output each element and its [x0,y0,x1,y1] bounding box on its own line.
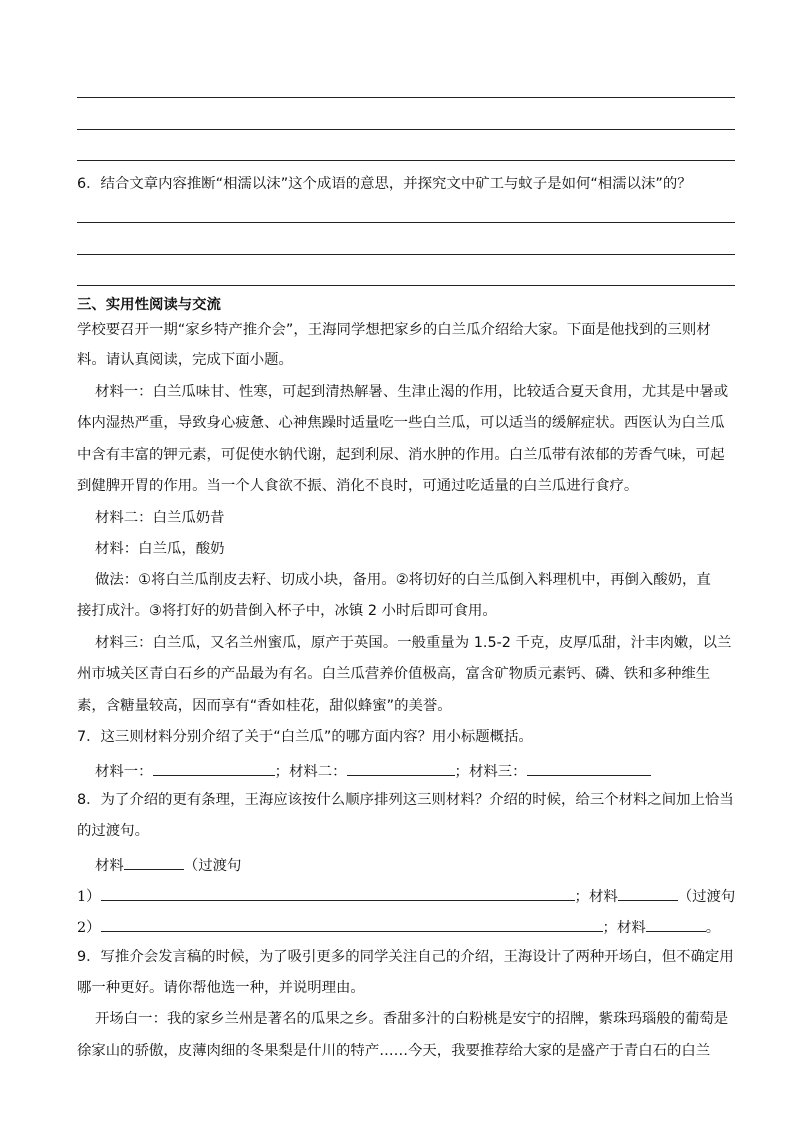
material-2-title: 材料二：白兰瓜奶昔 [95,510,225,526]
question-8: 8．为了介绍的更有条理，王海应该按什么顺序排列这三则材料？介绍的时候，给三个材料之间加上恰当 [77,792,734,808]
answer-blank[interactable] [618,884,678,901]
label-transition: （过渡句 [183,858,242,874]
material-3-paragraph: 素，含糖量较高，因而享有“香如桂花，甜似蜂蜜”的美誉。 [77,698,452,714]
question-6: 6．结合文章内容推断“相濡以沫”这个成语的意思，并探究文中矿工与蚊子是如何“相濡以沫”的？ [77,176,692,192]
opening-1: 开场白一：我的家乡兰州是著名的瓜果之乡。香甜多汁的白粉桃是安宁的招牌，紫珠玛瑙般的葡萄是 [95,1011,729,1027]
opening-1: 徐家山的骄傲，皮薄肉细的冬果梨是什川的特产……今天，我要推荐给大家的是盛产于青白石的白兰 [77,1043,711,1059]
material-1-paragraph: 体内湿热严重，导致身心疲惫、心神焦躁时适量吃一些白兰瓜，可以适当的缓解症状。西医认为白兰瓜 [77,415,725,431]
answer-blank[interactable] [124,853,184,870]
question-8: 的过渡句。 [77,823,149,839]
material-1-paragraph: 材料一：白兰瓜味甘、性寒，可起到清热解暑、生津止渴的作用，比较适合夏天食用，尤其是中暑或 [95,384,729,400]
item-number: 2） [77,920,101,936]
question-8-row [77,915,739,938]
section-intro: 料。请认真阅读，完成下面小题。 [77,352,293,368]
question-8-row [95,853,757,876]
material-1-paragraph: 中含有丰富的钾元素，可促使水钠代谢，起到利尿、消水肿的作用。白兰瓜带有浓郁的芳香气味，可起 [77,447,725,463]
question-7: 7．这三则材料分别介绍了关于“白兰瓜”的哪方面内容？用小标题概括。 [77,729,533,745]
answer-line[interactable] [77,129,735,130]
answer-blank[interactable] [646,915,706,932]
material-3-paragraph: 州市城关区青白石乡的产品最为有名。白兰瓜营养价值极高，富含矿物质元素钙、磷、铁和多种维生 [77,666,711,682]
answer-line[interactable] [77,254,735,255]
material-3-paragraph: 材料三：白兰瓜，又名兰州蜜瓜，原产于英国。一般重量为 1.5-2 千克，皮厚瓜甜，汁丰肉嫩，以兰 [95,635,732,651]
label-transition: （过渡句 [677,889,736,905]
question-7-answer-row [95,759,757,782]
label-material: 材料 [95,858,124,874]
answer-line[interactable] [77,160,735,161]
material-1-paragraph: 到健脾开胃的作用。当一个人食欲不振、消化不良时，可通过吃适量的白兰瓜进行食疗。 [77,478,639,494]
answer-blank[interactable] [101,884,575,901]
answer-blank[interactable] [101,915,603,932]
label-material: ；材料 [574,889,618,905]
answer-line[interactable] [77,97,735,98]
section-intro: 学校要召开一期“家乡特产推介会”，王海同学想把家乡的白兰瓜介绍给大家。下面是他找到的三则材 [77,322,711,338]
answer-blank[interactable] [153,759,275,776]
label-material-2: ；材料二： [274,764,347,780]
material-2-ingredients: 材料：白兰瓜，酸奶 [95,541,225,557]
label-period: 。 [705,920,721,936]
section-heading: 三、实用性阅读与交流 [77,297,221,313]
label-material-3: ；材料三： [454,764,527,780]
question-9: 9．写推介会发言稿的时候，为了吸引更多的同学关注自己的介绍，王海设计了两种开场白，但不确定用 [77,949,734,965]
answer-line[interactable] [77,222,735,223]
answer-blank[interactable] [347,759,455,776]
answer-line[interactable] [77,285,735,286]
label-material-1: 材料一： [95,764,153,780]
item-number: 1） [77,889,101,905]
answer-blank[interactable] [527,759,651,776]
question-8-row [77,884,739,907]
question-9: 哪一种更好。请你帮他选一种，并说明理由。 [77,980,365,996]
label-material: ；材料 [602,920,646,936]
material-2-method: 做法：①将白兰瓜削皮去籽、切成小块，备用。②将切好的白兰瓜倒入料理机中，再倒入酸奶，直 [95,572,711,588]
material-2-method: 接打成汁。③将打好的奶昔倒入杯子中，冰镇 2 小时后即可食用。 [77,603,497,619]
